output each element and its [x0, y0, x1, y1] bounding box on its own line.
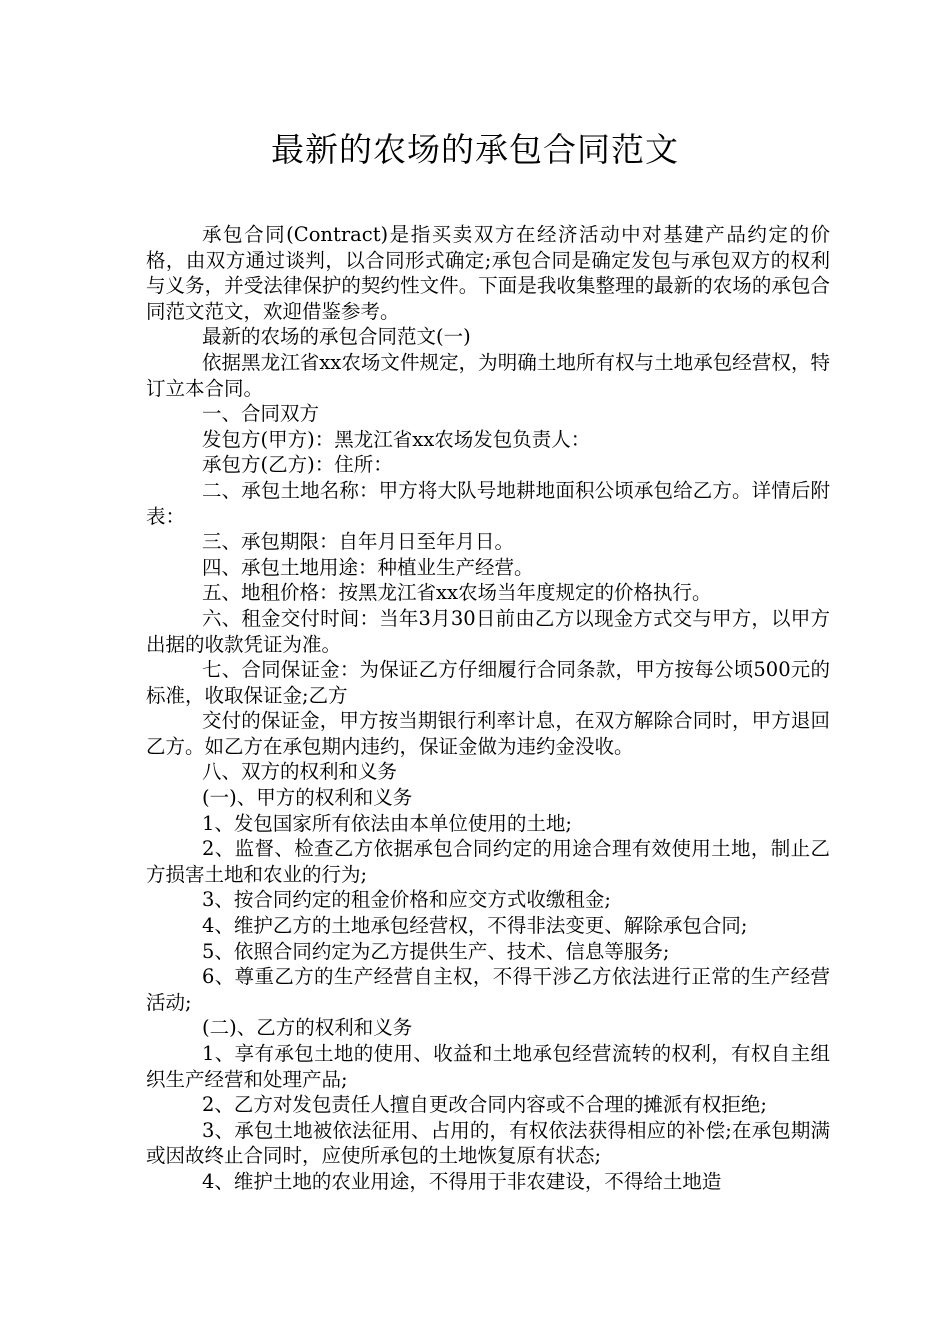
paragraph: 6、尊重乙方的生产经营自主权，不得干涉乙方依法进行正常的生产经营活动; [146, 965, 830, 1014]
paragraph: 依据黑龙江省xx农场文件规定，为明确土地所有权与土地承包经营权，特订立本合同。 [146, 350, 830, 400]
document-body [146, 222, 830, 1195]
paragraph: 1、发包国家所有依法由本单位使用的土地; [202, 811, 572, 835]
paragraph: 3、承包土地被依法征用、占用的，有权依法获得相应的补偿;在承包期满或因故终止合同时，应使所承包的土地恢复原有状态; [146, 1118, 830, 1168]
paragraph: 4、维护乙方的土地承包经营权，不得非法变更、解除承包合同; [202, 914, 748, 938]
paragraph: (一)、甲方的权利和义务 [202, 786, 413, 810]
paragraph: 四、承包土地用途：种植业生产经营。 [202, 555, 534, 579]
paragraph-section-heading: 最新的农场的承包合同范文(一) [202, 325, 471, 349]
paragraph-intro: 承包合同(Contract)是指买卖双方在经济活动中对基建产品约定的价格，由双方通过谈判，以合同形式确定;承包合同是确定发包与承包双方的权利与义务，并受法律保护的契约性文件。下面是我收集整理的最新的农场的承包合同范文范文，欢迎借鉴参考。 [146, 223, 830, 323]
paragraph: 3、按合同约定的租金价格和应交方式收缴租金; [202, 888, 611, 912]
paragraph: 2、乙方对发包责任人擅自更改合同内容或不合理的摊派有权拒绝; [202, 1093, 767, 1117]
paragraph: 二、承包土地名称：甲方将大队号地耕地面积公顷承包给乙方。详情后附表： [146, 478, 830, 528]
document-title: 最新的农场的承包合同范文 [271, 130, 679, 169]
paragraph: 六、租金交付时间：当年3月30日前由乙方以现金方式交与甲方，以甲方出据的收款凭证为准。 [146, 606, 830, 656]
paragraph: 七、合同保证金：为保证乙方仔细履行合同条款，甲方按每公顷500元的标准，收取保证金;乙方 [146, 658, 830, 707]
paragraph: 一、合同双方 [202, 402, 320, 426]
paragraph: (二)、乙方的权利和义务 [202, 1016, 413, 1040]
paragraph: 1、享有承包土地的使用、收益和土地承包经营流转的权利，有权自主组织生产经营和处理产品; [146, 1042, 830, 1091]
paragraph: 八、双方的权利和义务 [202, 760, 398, 784]
paragraph: 发包方(甲方)：黑龙江省xx农场发包负责人： [202, 427, 591, 451]
paragraph: 三、承包期限：自年月日至年月日。 [202, 530, 515, 554]
paragraph: 交付的保证金，甲方按当期银行利率计息，在双方解除合同时，甲方退回乙方。如乙方在承包期内违约，保证金做为违约金没收。 [146, 709, 830, 758]
paragraph: 2、监督、检查乙方依据承包合同约定的用途合理有效使用土地，制止乙方损害土地和农业的行为; [146, 837, 830, 886]
paragraph: 五、地租价格：按黑龙江省xx农场当年度规定的价格执行。 [202, 581, 712, 605]
paragraph: 4、维护土地的农业用途，不得用于非农建设，不得给土地造 [202, 1169, 722, 1193]
paragraph: 5、依照合同约定为乙方提供生产、技术、信息等服务; [202, 939, 670, 963]
paragraph: 承包方(乙方)：住所： [202, 453, 393, 477]
